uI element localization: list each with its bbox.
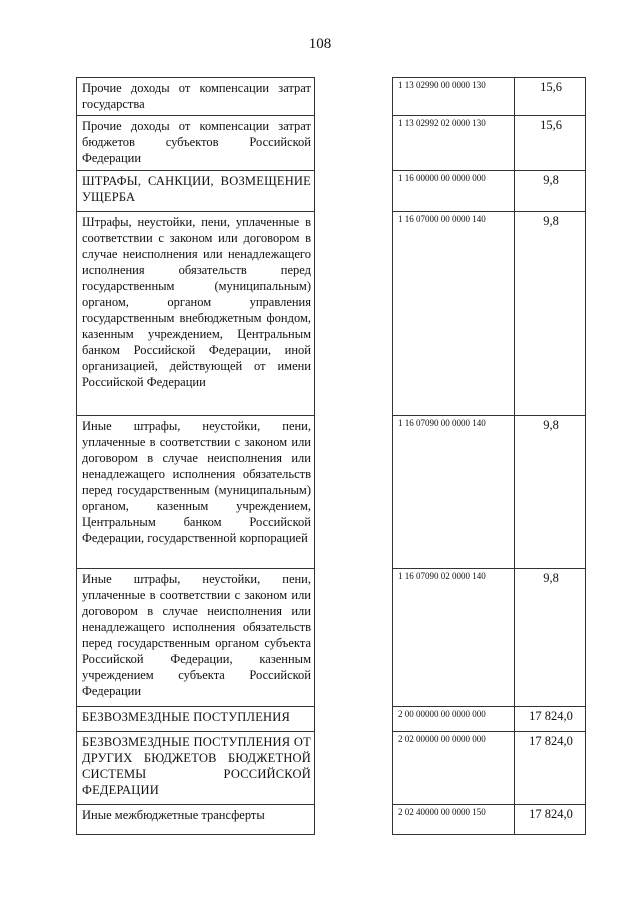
row-name: БЕЗВОЗМЕЗДНЫЕ ПОСТУПЛЕНИЯ ОТ ДРУГИХ БЮДЖЕТОВ БЮДЖЕТНОЙ СИСТЕМЫ РОССИЙСКОЙ ФЕДЕРАЦИИ xyxy=(77,732,315,805)
row-name: Штрафы, неустойки, пени, уплаченные в соответствии с законом или договором в случае неисполнения или ненадлежащего исполнения обязательств перед государственным (муниципальным) органом, органом управления государственным внебюджетным фондом, казенным учреждением, Центральным банком Российской Федерации, иной организацией, действующей от имени Российской Федерации xyxy=(77,212,315,416)
table-row xyxy=(77,707,586,732)
row-name: БЕЗВОЗМЕЗДНЫЕ ПОСТУПЛЕНИЯ xyxy=(77,707,315,732)
row-name: Прочие доходы от компенсации затрат государства xyxy=(77,78,315,116)
row-name: Иные штрафы, неустойки, пени, уплаченные в соответствии с законом или договором в случае неисполнения или ненадлежащего исполнения обязательств перед государственным органом субъекта Российской Федерации, казенным учреждением субъекта Российской Федерации xyxy=(77,569,315,707)
row-name: Прочие доходы от компенсации затрат бюджетов субъектов Российской Федерации xyxy=(77,116,315,171)
row-name: Иные межбюджетные трансферты xyxy=(77,805,315,835)
row-code: 2 02 40000 00 0000 150 xyxy=(393,805,515,835)
row-code: 1 13 02992 02 0000 130 xyxy=(393,116,515,171)
empty-cell xyxy=(315,171,393,212)
table-row xyxy=(77,212,586,416)
row-amount: 9,8 xyxy=(515,212,586,416)
row-amount: 15,6 xyxy=(515,78,586,116)
row-code: 1 16 07000 00 0000 140 xyxy=(393,212,515,416)
row-code: 1 16 07090 02 0000 140 xyxy=(393,569,515,707)
table-row xyxy=(77,805,586,835)
empty-cell xyxy=(315,116,393,171)
row-name: ШТРАФЫ, САНКЦИИ, ВОЗМЕЩЕНИЕ УЩЕРБА xyxy=(77,171,315,212)
row-amount: 17 824,0 xyxy=(515,805,586,835)
budget-revenue-table xyxy=(76,77,586,835)
empty-cell xyxy=(315,416,393,569)
table-row xyxy=(77,732,586,805)
row-code: 2 00 00000 00 0000 000 xyxy=(393,707,515,732)
row-name: Иные штрафы, неустойки, пени, уплаченные в соответствии с законом или договором в случае неисполнения или ненадлежащего исполнения обязательств перед государственным (муниципальным) органом, казенным учреждением, Центральным банком Российской Федерации, государственной корпорацией xyxy=(77,416,315,569)
row-amount: 15,6 xyxy=(515,116,586,171)
table-row xyxy=(77,116,586,171)
row-amount: 17 824,0 xyxy=(515,707,586,732)
empty-cell xyxy=(315,212,393,416)
row-code: 2 02 00000 00 0000 000 xyxy=(393,732,515,805)
table-row xyxy=(77,569,586,707)
row-code: 1 13 02990 00 0000 130 xyxy=(393,78,515,116)
page-number: 108 xyxy=(308,36,332,52)
empty-cell xyxy=(315,569,393,707)
empty-cell xyxy=(315,805,393,835)
row-code: 1 16 00000 00 0000 000 xyxy=(393,171,515,212)
table-row xyxy=(77,78,586,116)
empty-cell xyxy=(315,78,393,116)
row-amount: 9,8 xyxy=(515,569,586,707)
table-row xyxy=(77,171,586,212)
row-amount: 17 824,0 xyxy=(515,732,586,805)
table-row xyxy=(77,416,586,569)
row-amount: 9,8 xyxy=(515,416,586,569)
row-code: 1 16 07090 00 0000 140 xyxy=(393,416,515,569)
empty-cell xyxy=(315,732,393,805)
row-amount: 9,8 xyxy=(515,171,586,212)
empty-cell xyxy=(315,707,393,732)
